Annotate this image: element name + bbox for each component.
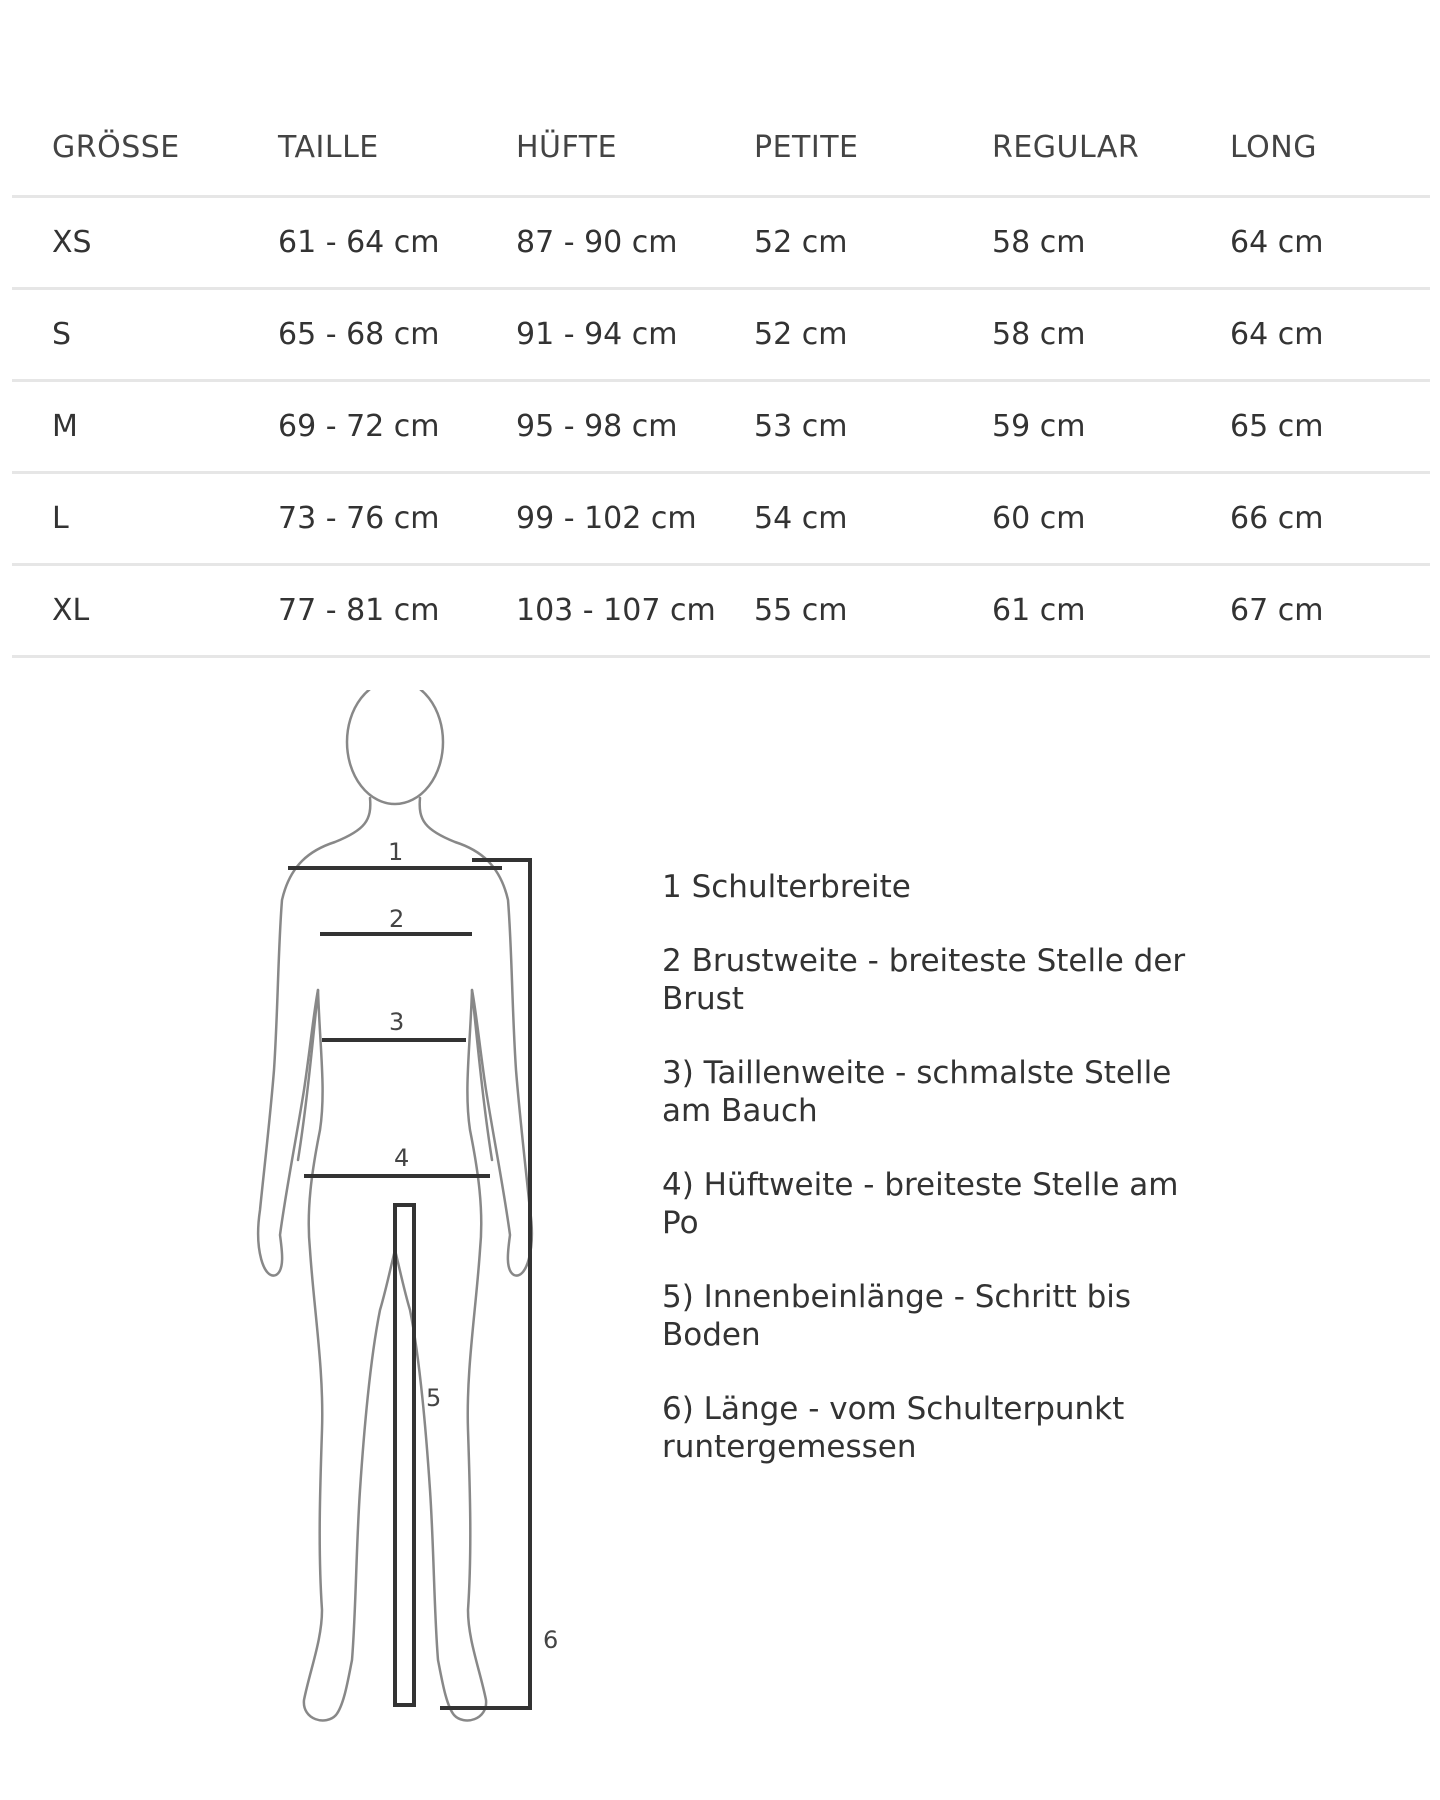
cell-long: 67 cm (1190, 565, 1430, 657)
header-taille: TAILLE (238, 100, 476, 197)
cell-size: XL (12, 565, 238, 657)
legend-item: 2 Brustweite - breiteste Stelle der Brust (662, 943, 1186, 1017)
header-long: LONG (1190, 100, 1430, 197)
body-measurement-figure (240, 690, 580, 1740)
measure-label-5: 5 (426, 1384, 442, 1412)
table-row (12, 565, 1430, 657)
measure-label-6: 6 (543, 1626, 559, 1654)
cell-huefte: 95 - 98 cm (476, 381, 714, 473)
header-huefte: HÜFTE (476, 100, 714, 197)
arm-inner-right (472, 990, 492, 1160)
cell-petite: 52 cm (714, 197, 952, 289)
cell-taille: 61 - 64 cm (238, 197, 476, 289)
cell-petite: 55 cm (714, 565, 952, 657)
inseam-marker (395, 1205, 414, 1705)
cell-huefte: 103 - 107 cm (476, 565, 714, 657)
measure-label-4: 4 (394, 1144, 410, 1172)
cell-regular: 61 cm (952, 565, 1190, 657)
measure-label-1: 1 (388, 838, 404, 866)
legend-item: 3) Taillenweite - schmalste Stelle am Bauch (662, 1055, 1172, 1129)
measure-label-2: 2 (389, 905, 405, 933)
cell-size: L (12, 473, 238, 565)
cell-petite: 52 cm (714, 289, 952, 381)
header-regular: REGULAR (952, 100, 1190, 197)
cell-long: 65 cm (1190, 381, 1430, 473)
head-outline (347, 690, 443, 804)
cell-size: S (12, 289, 238, 381)
cell-regular: 58 cm (952, 197, 1190, 289)
measure-label-3: 3 (389, 1008, 405, 1036)
cell-huefte: 99 - 102 cm (476, 473, 714, 565)
cell-regular: 58 cm (952, 289, 1190, 381)
table-row (12, 473, 1430, 565)
cell-long: 66 cm (1190, 473, 1430, 565)
cell-petite: 53 cm (714, 381, 952, 473)
legend-item: 1 Schulterbreite (662, 869, 911, 905)
table-row (12, 197, 1430, 289)
table-row (12, 289, 1430, 381)
cell-huefte: 91 - 94 cm (476, 289, 714, 381)
arm-inner-left (298, 990, 318, 1160)
cell-size: XS (12, 197, 238, 289)
cell-regular: 59 cm (952, 381, 1190, 473)
cell-taille: 73 - 76 cm (238, 473, 476, 565)
measurement-lines (288, 860, 530, 1708)
legend-item: 5) Innenbeinlänge - Schritt bis Boden (662, 1279, 1132, 1353)
measurement-legend (662, 868, 1222, 1502)
cell-long: 64 cm (1190, 197, 1430, 289)
cell-taille: 65 - 68 cm (238, 289, 476, 381)
cell-regular: 60 cm (952, 473, 1190, 565)
size-chart-table (12, 100, 1430, 658)
cell-huefte: 87 - 90 cm (476, 197, 714, 289)
header-petite: PETITE (714, 100, 952, 197)
table-header-row (12, 100, 1430, 197)
cell-taille: 69 - 72 cm (238, 381, 476, 473)
cell-long: 64 cm (1190, 289, 1430, 381)
cell-petite: 54 cm (714, 473, 952, 565)
legend-item: 6) Länge - vom Schulterpunkt runtergemessen (662, 1391, 1125, 1465)
cell-taille: 77 - 81 cm (238, 565, 476, 657)
legend-item: 4) Hüftweite - breiteste Stelle am Po (662, 1167, 1179, 1241)
length-marker (440, 860, 530, 1708)
header-groesse: GRÖSSE (12, 100, 238, 197)
table-row (12, 381, 1430, 473)
cell-size: M (12, 381, 238, 473)
